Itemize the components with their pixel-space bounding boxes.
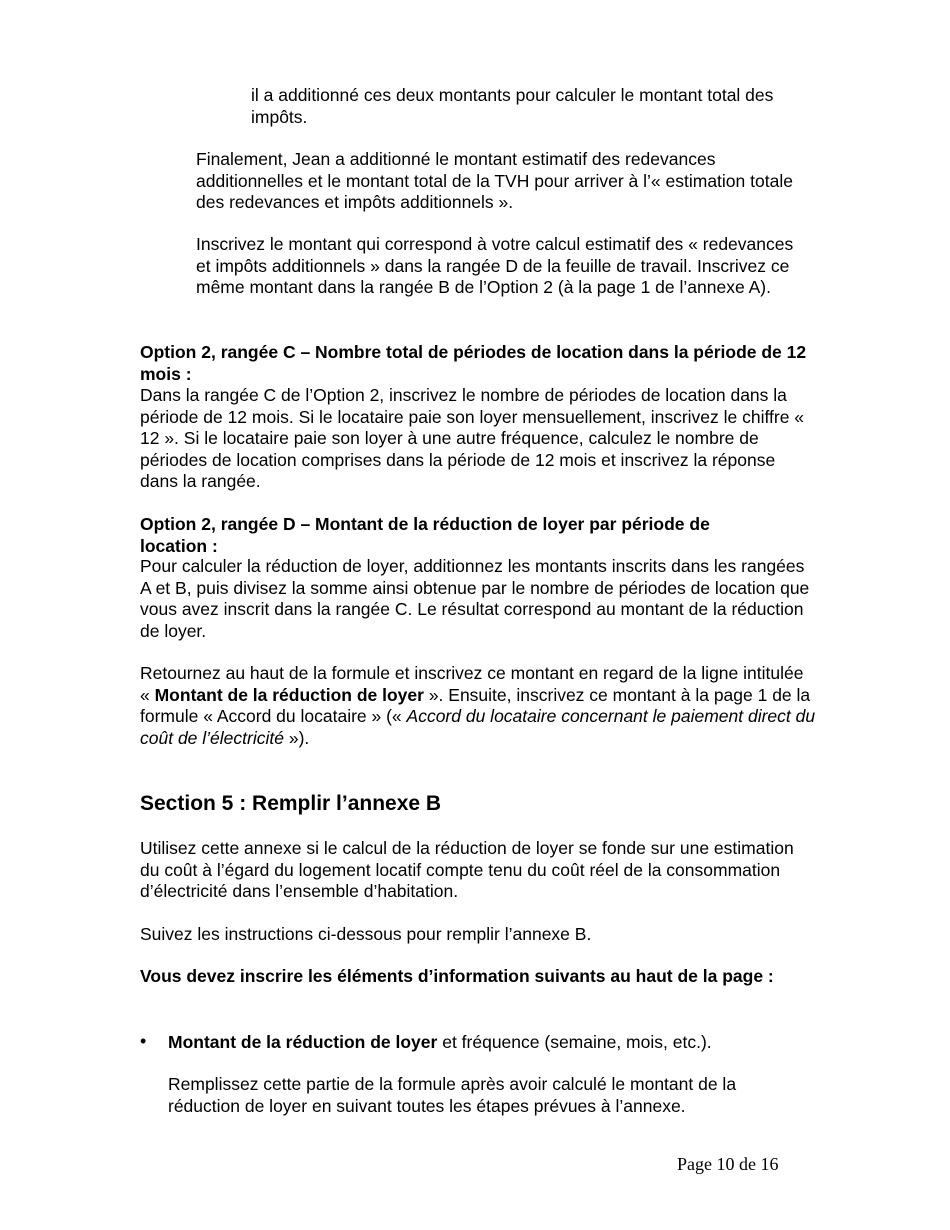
return-bold-term: Montant de la réduction de loyer — [154, 684, 424, 705]
paragraph-finally: Finalement, Jean a additionné le montant estimatif des redevances additionnelles et le montant total de la TVH pour arriver à l’« estimation totale des redevances et impôts additionnels ». — [196, 149, 793, 212]
section-5-heading: Section 5 : Remplir l’annexe B — [140, 792, 442, 815]
bullet-item-rent-reduction — [168, 1032, 808, 1054]
bullet-text: et fréquence (semaine, mois, etc.). — [437, 1032, 712, 1052]
paragraph-return — [140, 663, 816, 749]
bullet-marker: • — [140, 1031, 147, 1051]
paragraph-enter-amount: Inscrivez le montant qui correspond à votre calcul estimatif des « redevances et impôts additionnels » dans la rangée D de la feuille de travail. Inscrivez ce même montant dans la rangée B de l’Option 2 (à la page 1 de l’annexe A). — [196, 234, 794, 297]
heading-required-info: Vous devez inscrire les éléments d’information suivants au haut de la page : — [140, 966, 774, 986]
return-text-2: ». Ensuite, inscrivez ce montant à la page 1 de la formule « Accord du locataire » (« — [140, 684, 811, 726]
paragraph-row-c: Dans la rangée C de l’Option 2, inscrivez le nombre de périodes de location dans la période de 12 mois. Si le locataire paie son loyer mensuellement, inscrivez le chiffre « 12 ». Si le locataire paie son loyer à une autre fréquence, calculez le nombre de périodes de location comprises dans la période de 12 mois et inscrivez la réponse dans la rangée. — [140, 385, 805, 491]
bullet-bold-term: Montant de la réduction de loyer — [168, 1032, 438, 1052]
paragraph-follow-instructions: Suivez les instructions ci-dessous pour remplir l’annexe B. — [140, 924, 592, 944]
heading-row-c: Option 2, rangée C – Nombre total de périodes de location dans la période de 12 mois : — [140, 342, 807, 384]
return-text-1: Retournez au haut de la formule et inscrivez ce montant en regard de la ligne intitulée « — [140, 663, 804, 705]
return-italic-title: Accord du locataire concernant le paiement direct du coût de l’électricité — [140, 706, 816, 748]
page-number: Page 10 de 16 — [677, 1154, 779, 1174]
heading-row-d: Option 2, rangée D – Montant de la réduction de loyer par période de location : — [140, 514, 710, 556]
paragraph-annex-b-usage: Utilisez cette annexe si le calcul de la réduction de loyer se fonde sur une estimation du coût à l’égard du logement locatif compte tenu du coût réel de la consommation d’électricité dans l’ensemble d’habitation. — [140, 838, 794, 901]
paragraph-row-d: Pour calculer la réduction de loyer, additionnez les montants inscrits dans les rangées A et B, puis divisez la somme ainsi obtenue par le nombre de périodes de location que vous avez inscrit dans la rangée C. Le résultat correspond au montant de la réduction de loyer. — [140, 556, 810, 641]
return-text-3: »). — [283, 727, 310, 748]
paragraph-total-taxes: il a additionné ces deux montants pour calculer le montant total des impôts. — [251, 85, 774, 127]
paragraph-complete-section: Remplissez cette partie de la formule après avoir calculé le montant de la réduction de loyer en suivant toutes les étapes prévues à l’annexe. — [168, 1074, 737, 1116]
